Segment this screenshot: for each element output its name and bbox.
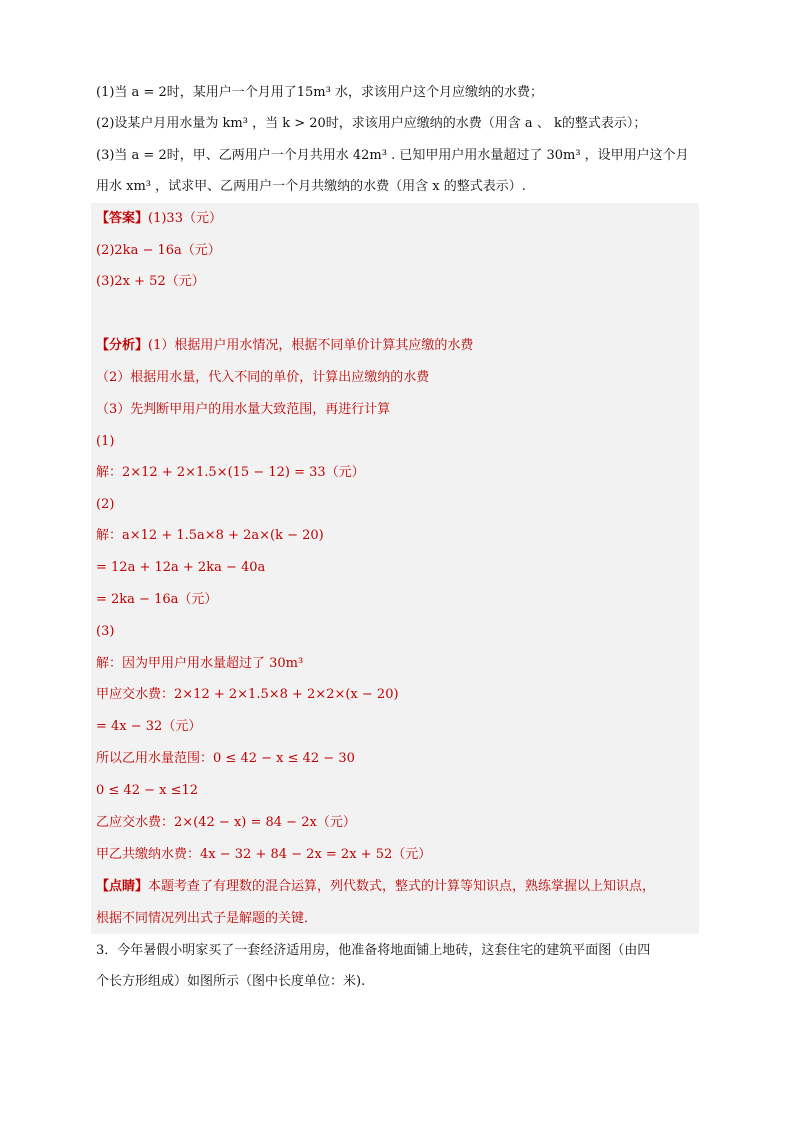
solution-part-2-step-1: 解：a×12 + 1.5a×8 + 2a×(k − 20) xyxy=(96,528,324,543)
comment-line-1 xyxy=(96,878,655,896)
solution-part-1: 解：2×12 + 2×1.5×(15 − 12) = 33（元） xyxy=(96,465,365,480)
solution-part-2-step-2: = 12a + 12a + 2ka − 40a xyxy=(96,560,266,575)
solution-part-3-step-2-expr: 2×12 + 2×1.5×8 + 2×2×(x − 20) xyxy=(174,687,399,702)
solution-part-3-step-4-label: 所以乙用水量范围： xyxy=(96,751,214,766)
comment-text-1: 本题考查了有理数的混合运算，列代数式，整式的计算等知识点，熟练掌握以上知识点， xyxy=(148,879,656,894)
solution-part-3-step-2-label: 甲应交水费： xyxy=(96,687,175,702)
solution-part-2-label: (2) xyxy=(96,497,115,512)
solution-part-3-step-7-expr: 4x − 32 + 84 − 2x = 2x + 52（元） xyxy=(200,847,432,862)
solution-part-3-step-4-expr: 0 ≤ 42 − x ≤ 42 − 30 xyxy=(213,751,355,766)
solution-part-3-label: (3) xyxy=(96,624,115,639)
solution-part-3-step-4 xyxy=(96,750,355,768)
analysis-text-2: （2）根据用水量，代入不同的单价，计算出应缴纳的水费 xyxy=(96,370,430,385)
answer-line-1 xyxy=(96,210,222,228)
solution-part-3-step-5: 0 ≤ 42 − x ≤12 xyxy=(96,783,199,798)
question-part-3-line-1: (3)当 a = 2时，甲、乙两用户一个月共用水 42m³ . 已知甲用户用水量超过了 30m³ ，设甲用户这个月 xyxy=(96,148,689,163)
answer-3: (3)2x + 52（元） xyxy=(96,274,205,289)
answer-2: (2)2ka − 16a（元） xyxy=(96,243,221,258)
solution-part-3-step-7 xyxy=(96,846,431,864)
solution-part-1-label: (1) xyxy=(96,434,115,449)
solution-part-3-step-2 xyxy=(96,686,399,704)
answer-tag: 【答案】 xyxy=(96,211,149,226)
analysis-text-1: (1）根据用户用水情况，根据不同单价计算其应缴的水费 xyxy=(148,338,474,353)
question-part-1: (1)当 a = 2时，某用户一个月用了15m³ 水，求该用户这个月应缴纳的水费； xyxy=(96,85,543,100)
solution-part-3-step-6-expr: 2×(42 − x) = 84 − 2x（元） xyxy=(174,815,356,830)
solution-part-3-step-7-label: 甲乙共缴纳水费： xyxy=(96,847,201,862)
next-question-line-1: 3．今年暑假小明家买了一套经济适用房，他准备将地面铺上地砖，这套住宅的建筑平面图（由四 xyxy=(96,943,651,958)
analysis-tag: 【分析】 xyxy=(96,338,149,353)
solution-part-3-step-1: 解：因为甲用户用水量超过了 30m³ xyxy=(96,656,304,671)
answer-1: (1)33（元） xyxy=(148,211,222,226)
analysis-line-1 xyxy=(96,337,473,355)
solution-part-3-step-6-label: 乙应交水费： xyxy=(96,815,175,830)
solution-part-3-step-6 xyxy=(96,814,356,832)
analysis-text-3: （3）先判断甲用户的用水量大致范围，再进行计算 xyxy=(96,402,391,417)
next-question-line-2: 个长方形组成）如图所示（图中长度单位：米). xyxy=(96,974,366,989)
question-part-3-line-2: 用水 xm³ ，试求甲、乙两用户一个月共缴纳的水费（用含 x 的整式表示）. xyxy=(96,179,526,194)
question-part-2: (2)设某户月用水量为 km³ ，当 k > 20时，求该用户应缴纳的水费（用含 a 、 k的整式表示）； xyxy=(96,116,647,131)
solution-part-3-step-3: = 4x − 32（元） xyxy=(96,719,202,734)
solution-part-2-step-3: = 2ka − 16a（元） xyxy=(96,592,218,607)
comment-text-2: 根据不同情况列出式子是解题的关键． xyxy=(96,911,318,926)
comment-tag: 【点睛】 xyxy=(96,879,149,894)
